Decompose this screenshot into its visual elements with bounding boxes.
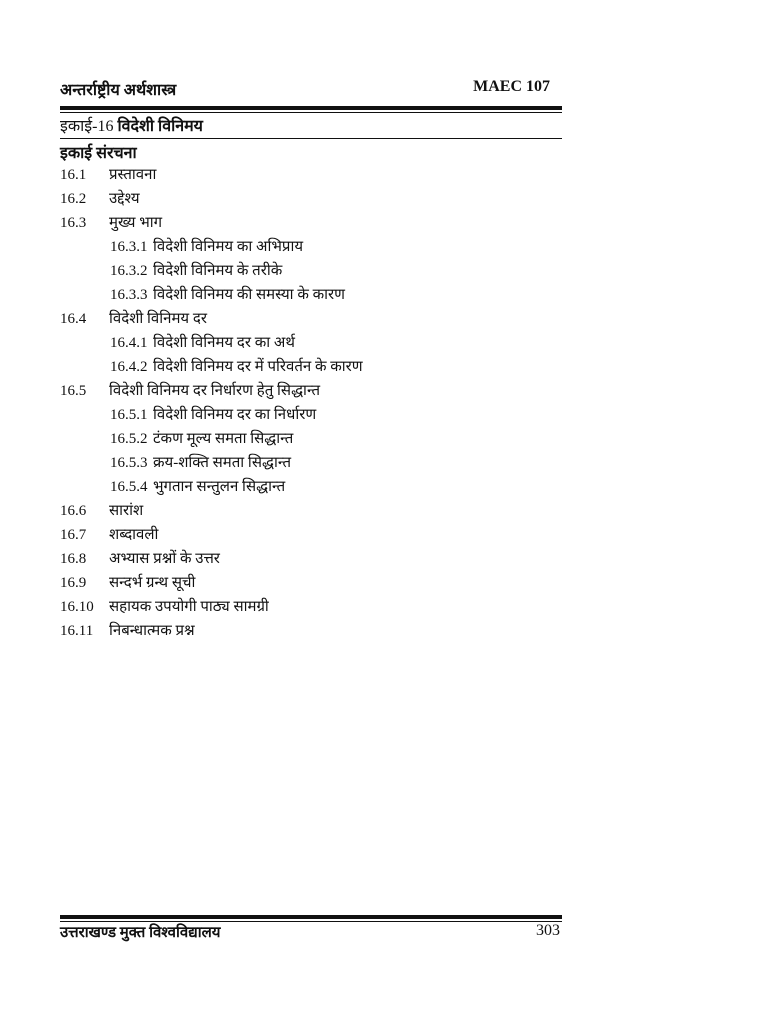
page-header — [60, 78, 550, 102]
toc-number: 16.6 — [60, 503, 87, 519]
toc-number: 16.4 — [60, 311, 87, 327]
course-code: MAEC 107 — [473, 78, 550, 95]
toc-label: विदेशी विनिमय की समस्या के कारण — [153, 287, 345, 303]
toc-label: क्रय-शक्ति समता सिद्धान्त — [153, 455, 292, 471]
structure-heading: इकाई संरचना — [60, 145, 137, 162]
header-divider-thin — [60, 112, 562, 113]
toc-number: 16.9 — [60, 575, 87, 591]
toc-label: सारांश — [109, 503, 144, 519]
toc-number: 16.1 — [60, 167, 87, 183]
toc-subitem — [60, 283, 560, 307]
toc-number: 16.11 — [60, 623, 94, 639]
toc-label: निबन्धात्मक प्रश्न — [109, 623, 195, 639]
toc-number: 16.3 — [60, 215, 87, 231]
toc-subitem — [60, 427, 560, 451]
toc-subitem — [60, 259, 560, 283]
toc-label: सन्दर्भ ग्रन्थ सूची — [109, 575, 196, 591]
toc-number: 16.4.2 — [110, 359, 148, 375]
toc-label: टंकण मूल्य समता सिद्धान्त — [153, 431, 294, 447]
toc-label: विदेशी विनिमय दर — [109, 311, 207, 327]
toc-number: 16.3.1 — [110, 239, 148, 255]
toc-item — [60, 307, 560, 331]
toc-number: 16.5.3 — [110, 455, 148, 471]
subject-title: अन्तर्राष्ट्रीय अर्थशास्त्र — [60, 82, 177, 99]
toc-number: 16.3.2 — [110, 263, 148, 279]
toc-number: 16.3.3 — [110, 287, 148, 303]
toc-label: अभ्यास प्रश्नों के उत्तर — [109, 551, 220, 567]
toc-number: 16.2 — [60, 191, 87, 207]
toc-item — [60, 211, 560, 235]
toc-label: उद्देश्य — [109, 191, 140, 207]
toc-item — [60, 187, 560, 211]
toc-label: भुगतान सन्तुलन सिद्धान्त — [153, 479, 286, 495]
toc-item — [60, 571, 560, 595]
toc-subitem — [60, 475, 560, 499]
page-number: 303 — [536, 922, 560, 939]
university-name: उत्तराखण्ड मुक्त विश्वविद्यालय — [60, 925, 221, 941]
toc-subitem — [60, 451, 560, 475]
toc-number: 16.5 — [60, 383, 87, 399]
unit-divider — [60, 138, 562, 139]
toc-item — [60, 379, 560, 403]
toc-subitem — [60, 403, 560, 427]
table-of-contents — [60, 163, 560, 643]
toc-number: 16.4.1 — [110, 335, 148, 351]
toc-number: 16.7 — [60, 527, 87, 543]
toc-number: 16.8 — [60, 551, 87, 567]
unit-title — [60, 114, 203, 136]
footer-divider-thick — [60, 915, 562, 919]
toc-item — [60, 547, 560, 571]
toc-label: विदेशी विनिमय दर का अर्थ — [153, 335, 295, 351]
unit-name: विदेशी विनिमय — [117, 118, 203, 135]
toc-item — [60, 595, 560, 619]
toc-label: शब्दावली — [109, 527, 159, 543]
header-divider-thick — [60, 106, 562, 110]
toc-number: 16.5.1 — [110, 407, 148, 423]
toc-number: 16.5.4 — [110, 479, 148, 495]
toc-item — [60, 163, 560, 187]
toc-subitem — [60, 235, 560, 259]
unit-prefix: इकाई-16 — [60, 118, 114, 135]
toc-label: मुख्य भाग — [109, 215, 163, 231]
toc-item — [60, 523, 560, 547]
toc-number: 16.10 — [60, 599, 94, 615]
toc-subitem — [60, 331, 560, 355]
toc-number: 16.5.2 — [110, 431, 148, 447]
toc-subitem — [60, 355, 560, 379]
toc-label: प्रस्तावना — [109, 167, 157, 183]
toc-label: सहायक उपयोगी पाठ्य सामग्री — [109, 599, 269, 615]
toc-label: विदेशी विनिमय दर निर्धारण हेतु सिद्धान्त — [109, 383, 321, 399]
toc-label: विदेशी विनिमय दर का निर्धारण — [153, 407, 317, 423]
toc-item — [60, 499, 560, 523]
toc-label: विदेशी विनिमय दर में परिवर्तन के कारण — [153, 359, 363, 375]
toc-item — [60, 619, 560, 643]
toc-label: विदेशी विनिमय का अभिप्राय — [153, 239, 304, 255]
toc-label: विदेशी विनिमय के तरीके — [153, 263, 283, 279]
